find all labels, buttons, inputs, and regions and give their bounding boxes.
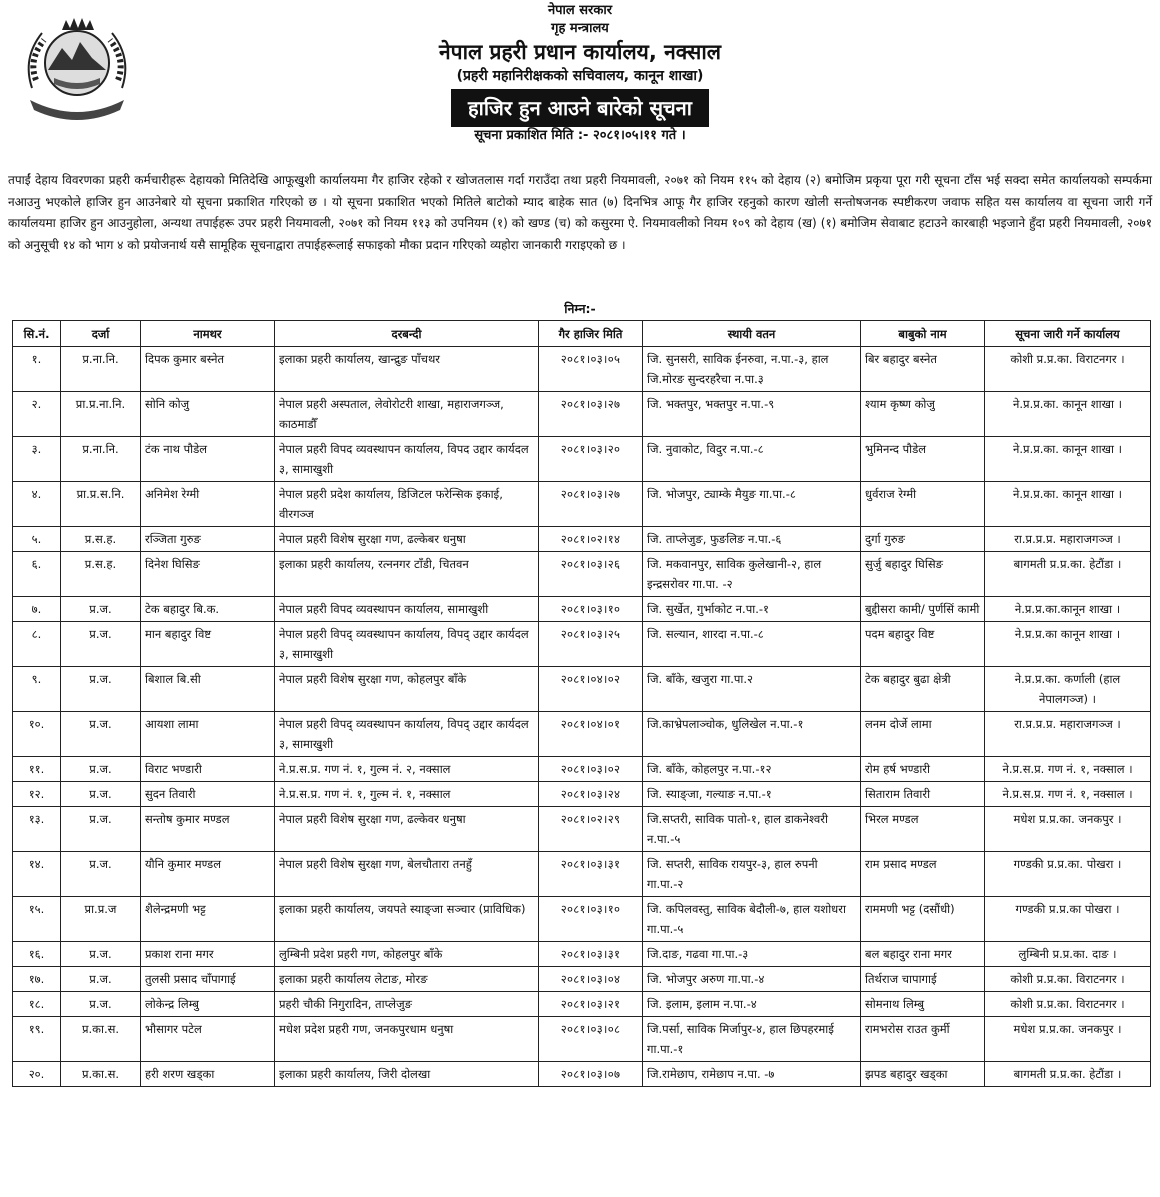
cell-post: इलाका प्रहरी कार्यालय, रत्ननगर टाँडी, चितवन	[275, 552, 539, 597]
cell-rank: प्रा.प्र.ज	[61, 897, 141, 942]
cell-issuing-office: रा.प्र.प्र.प्र. महाराजगञ्ज ।	[985, 712, 1151, 757]
cell-issuing-office: कोशी प्र.प्र.का. विराटनगर ।	[985, 967, 1151, 992]
cell-name: सन्तोष कुमार मण्डल	[141, 807, 275, 852]
cell-issuing-office: गण्डकी प्र.प्र.का. पोखरा ।	[985, 852, 1151, 897]
cell-issuing-office: बागमती प्र.प्र.का. हेटौंडा ।	[985, 1062, 1151, 1087]
cell-absent-date: २०८१।०३।२७	[539, 482, 643, 527]
cell-permanent-address: जि. नुवाकोट, विदुर न.पा.-८	[643, 437, 861, 482]
cell-issuing-office: कोशी प्र.प्र.का. विराटनगर ।	[985, 347, 1151, 392]
cell-permanent-address: जि.काभ्रेपलाञ्चोक, धुलिखेल न.पा.-१	[643, 712, 861, 757]
cell-father-name: सिताराम तिवारी	[861, 782, 985, 807]
column-header-post: दरबन्दी	[275, 321, 539, 347]
cell-name: विराट भण्डारी	[141, 757, 275, 782]
cell-serial-number: ६.	[13, 552, 61, 597]
table-row	[13, 992, 1151, 1017]
cell-serial-number: ८.	[13, 622, 61, 667]
cell-serial-number: ७.	[13, 597, 61, 622]
cell-absent-date: २०८१।०३।२१	[539, 992, 643, 1017]
cell-name: टंक नाथ पौडेल	[141, 437, 275, 482]
notice-banner: हाजिर हुन आउने बारेको सूचना	[451, 89, 709, 127]
cell-serial-number: १२.	[13, 782, 61, 807]
table-row	[13, 807, 1151, 852]
cell-absent-date: २०८१।०३।३१	[539, 852, 643, 897]
cell-issuing-office: ने.प्र.प्र.का कानून शाखा ।	[985, 622, 1151, 667]
cell-post: नेपाल प्रहरी विपद् व्यवस्थापन कार्यालय, विपद् उद्दार कार्यदल ३, सामाखुशी	[275, 622, 539, 667]
cell-post: मधेश प्रदेश प्रहरी गण, जनकपुरधाम धनुषा	[275, 1017, 539, 1062]
cell-permanent-address: जि. सप्तरी, साविक रायपुर-३, हाल रुपनी गा.पा.-२	[643, 852, 861, 897]
cell-serial-number: ३.	[13, 437, 61, 482]
table-row	[13, 757, 1151, 782]
cell-name: तुलसी प्रसाद चाँपागाई	[141, 967, 275, 992]
cell-father-name: टेक बहादुर बुढा क्षेत्री	[861, 667, 985, 712]
cell-father-name: लनम दोर्जे लामा	[861, 712, 985, 757]
cell-absent-date: २०८१।०३।०२	[539, 757, 643, 782]
cell-rank: प्र.का.स.	[61, 1062, 141, 1087]
cell-post: इलाका प्रहरी कार्यालय लेटाङ, मोरङ	[275, 967, 539, 992]
cell-rank: प्र.ज.	[61, 667, 141, 712]
cell-name: आयशा लामा	[141, 712, 275, 757]
cell-issuing-office: मधेश प्र.प्र.का. जनकपुर ।	[985, 807, 1151, 852]
ministry-title: गृह मन्त्रालय	[551, 21, 609, 36]
cell-father-name: झपड बहादुर खड्का	[861, 1062, 985, 1087]
cell-rank: प्र.ज.	[61, 782, 141, 807]
cell-name: दिपक कुमार बस्नेत	[141, 347, 275, 392]
cell-absent-date: २०८१।०२।२९	[539, 807, 643, 852]
cell-issuing-office: लुम्बिनी प्र.प्र.का. दाङ ।	[985, 942, 1151, 967]
cell-permanent-address: जि. भोजपुर अरुण गा.पा.-४	[643, 967, 861, 992]
cell-permanent-address: जि. सुनसरी, साविक ईनरुवा, न.पा.-३, हाल जि.मोरङ सुन्दरहरैचा न.पा.३	[643, 347, 861, 392]
cell-permanent-address: जि. भोजपुर, ट्याम्के मैयुङ गा.पा.-८	[643, 482, 861, 527]
cell-rank: प्र.ज.	[61, 967, 141, 992]
cell-rank: प्र.ज.	[61, 712, 141, 757]
cell-absent-date: २०८१।०३।२५	[539, 622, 643, 667]
cell-rank: प्र.ज.	[61, 992, 141, 1017]
cell-rank: प्र.ज.	[61, 852, 141, 897]
cell-absent-date: २०८१।०३।३१	[539, 942, 643, 967]
cell-post: नेपाल प्रहरी विशेष सुरक्षा गण, बेलचौतारा तनहुँ	[275, 852, 539, 897]
cell-serial-number: २.	[13, 392, 61, 437]
cell-serial-number: १६.	[13, 942, 61, 967]
cell-father-name: सुर्जु बहादुर घिसिङ	[861, 552, 985, 597]
cell-father-name: श्याम कृष्ण कोजु	[861, 392, 985, 437]
cell-father-name: बल बहादुर राना मगर	[861, 942, 985, 967]
cell-rank: प्र.ना.नि.	[61, 437, 141, 482]
cell-name: भौसागर पटेल	[141, 1017, 275, 1062]
cell-father-name: बुद्दीसरा कामी/ पुर्णसिं कामी	[861, 597, 985, 622]
cell-father-name: दुर्गा गुरुङ	[861, 527, 985, 552]
cell-rank: प्र.ज.	[61, 757, 141, 782]
cell-father-name: रामभरोस राउत कुर्मी	[861, 1017, 985, 1062]
table-row	[13, 552, 1151, 597]
column-header-serial-number: सि.नं.	[13, 321, 61, 347]
cell-serial-number: १५.	[13, 897, 61, 942]
cell-absent-date: २०८१।०३।२७	[539, 392, 643, 437]
cell-name: लोकेन्द्र लिम्बु	[141, 992, 275, 1017]
table-row	[13, 1017, 1151, 1062]
table-row	[13, 1062, 1151, 1087]
cell-issuing-office: गण्डकी प्र.प्र.का पोखरा ।	[985, 897, 1151, 942]
cell-absent-date: २०८१।०३।२६	[539, 552, 643, 597]
cell-permanent-address: जि.पर्सा, साविक मिर्जापुर-४, हाल छिपहरमाई गा.पा.-१	[643, 1017, 861, 1062]
cell-absent-date: २०८१।०३।२४	[539, 782, 643, 807]
table-row	[13, 597, 1151, 622]
table-row	[13, 482, 1151, 527]
absentee-table	[12, 320, 1151, 1087]
notice-body: तपाईं देहाय विवरणका प्रहरी कर्मचारीहरू देहायको मितिदेखि आफूखुशी कार्यालयमा गैर हाजिर रहेको र खोजतलास गर्दा गराउँदा तथा प्रहरी नियमावली, २०७१ को नियम ११५ को देहाय (२) बमोजिम प्रकृया पूरा गरी सूचना टाँस भई सक्दा समेत कार्यालयको सम्पर्कमा नआउनु भएकोले हाजिर हुन आउनेबारे यो सूचना प्रकाशित गरिएको छ । यो सूचना प्रकाशित भएको मितिले बाटोको म्याद बाहेक सात (७) दिनभित्र आफू गैर हाजिर रहनुको कारण खोली सन्तोषजनक स्पष्टीकरण जवाफ सहित यस कार्यालय वा सूचना जारी गर्ने कार्यालयमा हाजिर हुन आउनुहोला, अन्यथा तपाईहरू उपर प्रहरी नियमावली, २०७१ को नियम ११३ को उपनियम (१) को खण्ड (च) को कसुरमा ऐ. नियमावलीको नियम १०९ को देहाय (ख) (१) बमोजिम सेवाबाट हटाउने कारबाही भइजाने हुँदा प्रहरी नियमावली, २०७१ को अनुसूची १४ को भाग ४ को प्रयोजनार्थ यसै सामूहिक सूचनाद्वारा तपाईहरूलाई सफाइको मौका प्रदान गरिएको व्यहोरा जानकारी गराइएको छ ।	[8, 173, 1152, 252]
cell-issuing-office: ने.प्र.प्र.का. कानून शाखा ।	[985, 437, 1151, 482]
cell-serial-number: १४.	[13, 852, 61, 897]
cell-absent-date: २०८१।०३।२०	[539, 437, 643, 482]
cell-issuing-office: ने.प्र.प्र.का.कानून शाखा ।	[985, 597, 1151, 622]
cell-absent-date: २०८१।०४।०२	[539, 667, 643, 712]
cell-post: इलाका प्रहरी कार्यालय, जिरी दोलखा	[275, 1062, 539, 1087]
cell-issuing-office: ने.प्र.स.प्र. गण नं. १, नक्साल ।	[985, 782, 1151, 807]
cell-post: नेपाल प्रहरी विपद व्यवस्थापन कार्यालय, सामाखुशी	[275, 597, 539, 622]
cell-absent-date: २०८१।०३।१०	[539, 597, 643, 622]
table-row	[13, 852, 1151, 897]
cell-post: नेपाल प्रहरी विशेष सुरक्षा गण, कोहलपुर बाँके	[275, 667, 539, 712]
cell-serial-number: ९.	[13, 667, 61, 712]
cell-permanent-address: जि.दाङ, गढवा गा.पा.-३	[643, 942, 861, 967]
cell-post: नेपाल प्रहरी विपद व्यवस्थापन कार्यालय, विपद उद्दार कार्यदल ३, सामाखुशी	[275, 437, 539, 482]
cell-issuing-office: कोशी प्र.प्र.का. विराटनगर ।	[985, 992, 1151, 1017]
cell-name: रञ्जिता गुरुङ	[141, 527, 275, 552]
cell-father-name: रोम हर्ष भण्डारी	[861, 757, 985, 782]
cell-serial-number: २०.	[13, 1062, 61, 1087]
cell-post: इलाका प्रहरी कार्यालय, जयपते स्याङ्जा सञ्चार (प्राविधिक)	[275, 897, 539, 942]
cell-issuing-office: ने.प्र.प्र.का. कानून शाखा ।	[985, 392, 1151, 437]
table-row	[13, 782, 1151, 807]
cell-rank: प्र.का.स.	[61, 1017, 141, 1062]
cell-post: ने.प्र.स.प्र. गण नं. १, गुल्म नं. १, नक्साल	[275, 782, 539, 807]
cell-post: नेपाल प्रहरी विशेष सुरक्षा गण, ढल्केवर धनुषा	[275, 807, 539, 852]
cell-rank: प्र.ना.नि.	[61, 347, 141, 392]
table-row	[13, 347, 1151, 392]
cell-serial-number: १८.	[13, 992, 61, 1017]
cell-post: प्रहरी चौकी निगुरादिन, ताप्लेजुङ	[275, 992, 539, 1017]
cell-issuing-office: ने.प्र.प्र.का. कर्णाली (हाल नेपालगञ्ज) ।	[985, 667, 1151, 712]
table-row	[13, 967, 1151, 992]
cell-rank: प्रा.प्र.ना.नि.	[61, 392, 141, 437]
cell-permanent-address: जि. कपिलवस्तु, साविक बेदौली-७, हाल यशोधरा गा.पा.-५	[643, 897, 861, 942]
cell-serial-number: ११.	[13, 757, 61, 782]
cell-rank: प्रा.प्र.स.नि.	[61, 482, 141, 527]
cell-permanent-address: जि. इलाम, इलाम न.पा.-४	[643, 992, 861, 1017]
cell-name: यौनि कुमार मण्डल	[141, 852, 275, 897]
cell-name: सोनि कोजु	[141, 392, 275, 437]
table-row	[13, 897, 1151, 942]
cell-permanent-address: जि. स्याङ्जा, गल्याङ न.पा.-१	[643, 782, 861, 807]
cell-father-name: राममणी भट्ट (दसौंधी)	[861, 897, 985, 942]
publication-date: सूचना प्रकाशित मिति :- २०८१।०५।११ गते ।	[474, 128, 686, 143]
cell-name: टेक बहादुर बि.क.	[141, 597, 275, 622]
cell-post: ने.प्र.स.प्र. गण नं. १, गुल्म नं. २, नक्साल	[275, 757, 539, 782]
cell-serial-number: ४.	[13, 482, 61, 527]
cell-serial-number: १.	[13, 347, 61, 392]
cell-rank: प्र.स.ह.	[61, 527, 141, 552]
cell-name: मान बहादुर विष्ट	[141, 622, 275, 667]
table-row	[13, 437, 1151, 482]
cell-absent-date: २०८१।०३।०५	[539, 347, 643, 392]
cell-name: बिशाल बि.सी	[141, 667, 275, 712]
cell-post: नेपाल प्रहरी प्रदेश कार्यालय, डिजिटल फरेन्सिक इकाई, वीरगञ्ज	[275, 482, 539, 527]
office-title: नेपाल प्रहरी प्रधान कार्यालय, नक्साल	[438, 40, 722, 64]
cell-absent-date: २०८१।०३।०४	[539, 967, 643, 992]
section-title: (प्रहरी महानिरीक्षकको सचिवालय, कानून शाखा)	[456, 68, 704, 84]
cell-father-name: भिरल मण्डल	[861, 807, 985, 852]
cell-father-name: तिर्थराज चापागाई	[861, 967, 985, 992]
cell-permanent-address: जि.रामेछाप, रामेछाप न.पा. -७	[643, 1062, 861, 1087]
cell-issuing-office: रा.प्र.प्र.प्र. महाराजगञ्ज ।	[985, 527, 1151, 552]
cell-issuing-office: बागमती प्र.प्र.का. हेटौंडा ।	[985, 552, 1151, 597]
cell-rank: प्र.ज.	[61, 597, 141, 622]
cell-serial-number: १३.	[13, 807, 61, 852]
cell-absent-date: २०८१।०३।०७	[539, 1062, 643, 1087]
column-header-absent-date: गैर हाजिर मिति	[539, 321, 643, 347]
cell-father-name: सोमनाथ लिम्बु	[861, 992, 985, 1017]
cell-post: लुम्बिनी प्रदेश प्रहरी गण, कोहलपुर बाँके	[275, 942, 539, 967]
cell-rank: प्र.ज.	[61, 622, 141, 667]
column-header-issuing-office: सूचना जारी गर्ने कार्यालय	[985, 321, 1151, 347]
cell-permanent-address: जि. ताप्लेजुङ, फुङलिङ न.पा.-६	[643, 527, 861, 552]
cell-father-name: बिर बहादुर बस्नेत	[861, 347, 985, 392]
cell-rank: प्र.ज.	[61, 942, 141, 967]
cell-absent-date: २०८१।०४।०१	[539, 712, 643, 757]
cell-post: नेपाल प्रहरी विशेष सुरक्षा गण, ढल्केबर धनुषा	[275, 527, 539, 552]
cell-name: दिनेश घिसिङ	[141, 552, 275, 597]
cell-issuing-office: मधेश प्र.प्र.का. जनकपुर ।	[985, 1017, 1151, 1062]
column-header-permanent-address: स्थायी वतन	[643, 321, 861, 347]
cell-permanent-address: जि. सल्यान, शारदा न.पा.-८	[643, 622, 861, 667]
cell-permanent-address: जि. बाँके, खजुरा गा.पा.२	[643, 667, 861, 712]
table-row	[13, 622, 1151, 667]
cell-rank: प्र.ज.	[61, 807, 141, 852]
table-row	[13, 667, 1151, 712]
cell-father-name: राम प्रसाद मण्डल	[861, 852, 985, 897]
table-row	[13, 527, 1151, 552]
table-row	[13, 942, 1151, 967]
notice-header	[0, 2, 1160, 145]
cell-serial-number: १७.	[13, 967, 61, 992]
column-header-name: नामथर	[141, 321, 275, 347]
cell-post: नेपाल प्रहरी विपद् व्यवस्थापन कार्यालय, विपद् उद्दार कार्यदल ३, सामाखुशी	[275, 712, 539, 757]
cell-issuing-office: ने.प्र.प्र.का. कानून शाखा ।	[985, 482, 1151, 527]
cell-permanent-address: जि. भक्तपुर, भक्तपुर न.पा.-९	[643, 392, 861, 437]
cell-serial-number: १९.	[13, 1017, 61, 1062]
cell-serial-number: ५.	[13, 527, 61, 552]
table-header-row	[13, 321, 1151, 347]
cell-absent-date: २०८१।०२।१४	[539, 527, 643, 552]
cell-name: सुदन तिवारी	[141, 782, 275, 807]
cell-father-name: धुर्वराज रेग्मी	[861, 482, 985, 527]
cell-name: प्रकाश राना मगर	[141, 942, 275, 967]
cell-name: अनिमेश रेग्मी	[141, 482, 275, 527]
cell-father-name: पदम बहादुर विष्ट	[861, 622, 985, 667]
cell-issuing-office: ने.प्र.स.प्र. गण नं. १, नक्साल ।	[985, 757, 1151, 782]
cell-absent-date: २०८१।०३।१०	[539, 897, 643, 942]
column-header-rank: दर्जा	[61, 321, 141, 347]
list-heading: निम्न:-	[564, 301, 596, 316]
table-row	[13, 392, 1151, 437]
government-title: नेपाल सरकार	[547, 3, 613, 18]
cell-permanent-address: जि.सप्तरी, साविक पातो-१, हाल डाकनेश्वरी न.पा.-५	[643, 807, 861, 852]
column-header-father-name: बाबुको नाम	[861, 321, 985, 347]
cell-permanent-address: जि. बाँके, कोहलपुर न.पा.-१२	[643, 757, 861, 782]
table-row	[13, 712, 1151, 757]
cell-post: इलाका प्रहरी कार्यालय, खान्द्रुङ पाँचथर	[275, 347, 539, 392]
cell-name: हरी शरण खड्का	[141, 1062, 275, 1087]
cell-serial-number: १०.	[13, 712, 61, 757]
cell-permanent-address: जि. सुर्खेत, गुर्भाकोट न.पा.-१	[643, 597, 861, 622]
cell-rank: प्र.स.ह.	[61, 552, 141, 597]
cell-permanent-address: जि. मकवानपुर, साविक कुलेखानी-२, हाल इन्द्रसरोवर गा.पा. -२	[643, 552, 861, 597]
cell-name: शैलेन्द्रमणी भट्ट	[141, 897, 275, 942]
cell-absent-date: २०८१।०३।०८	[539, 1017, 643, 1062]
cell-father-name: भुमिनन्द पौडेल	[861, 437, 985, 482]
cell-post: नेपाल प्रहरी अस्पताल, लेवोरोटरी शाखा, महाराजगञ्ज, काठमाडौँ	[275, 392, 539, 437]
